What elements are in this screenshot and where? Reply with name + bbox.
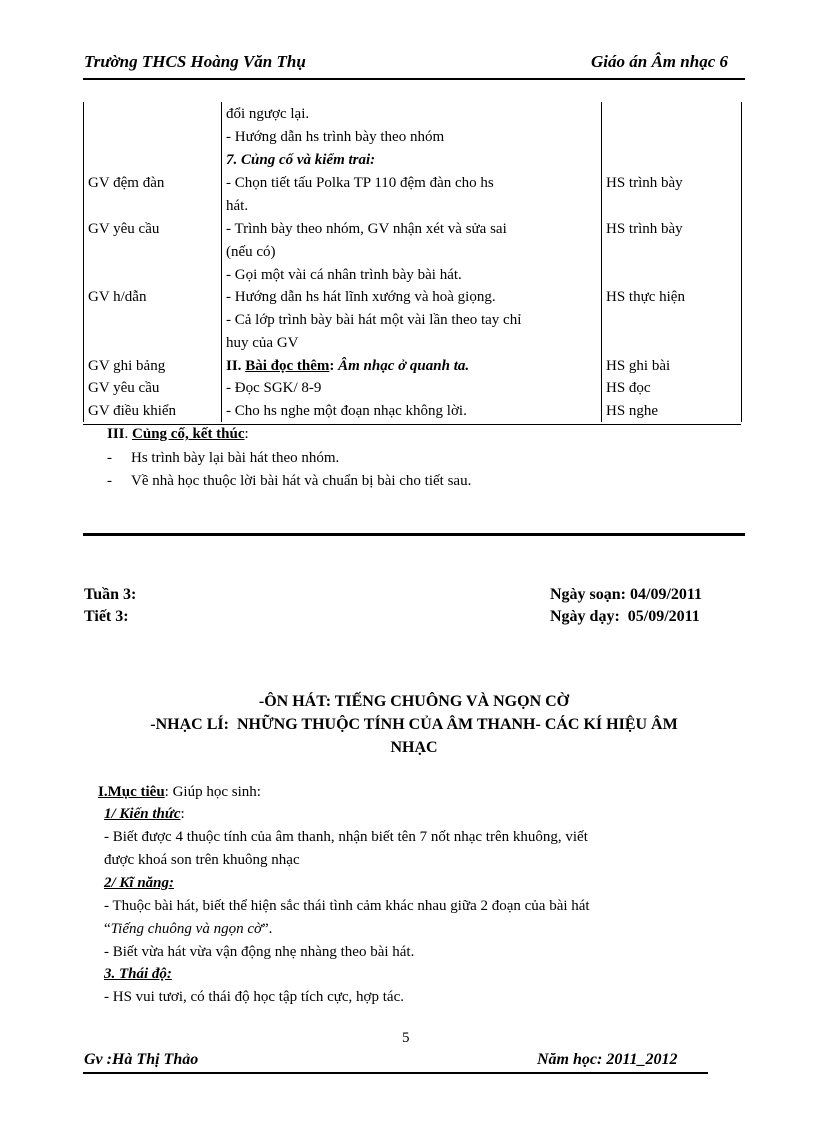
section-colon: : <box>329 358 339 374</box>
knowledge-label: 1/ Kiến thức <box>104 806 181 822</box>
attitude-line: - HS vui tươi, có thái độ học tập tích cực, hợp tác. <box>104 989 404 1005</box>
content-line: - Hướng dẫn hs trình bày theo nhóm <box>226 129 445 145</box>
closing-heading-text: Củng cố, kết thúc <box>132 426 245 442</box>
student-activity-column <box>602 102 742 422</box>
header-school: Trường THCS Hoàng Văn Thụ <box>84 52 306 71</box>
skills-line-song <box>104 921 272 938</box>
page-number: 5 <box>402 1030 410 1046</box>
content-line: - Gọi một vài cá nhân trình bày bài hát. <box>226 267 462 283</box>
prep-date: Ngày soạn: 04/09/2011 <box>550 586 703 603</box>
teacher-activity: GV yêu cầu <box>88 221 160 237</box>
lesson-title-line3: NHẠC <box>390 739 438 756</box>
content-line: (nếu có) <box>226 244 276 260</box>
objectives-heading-label: I.Mục tiêu <box>98 784 165 800</box>
content-line: đổi ngược lại. <box>226 106 310 122</box>
student-activity: HS nghe <box>606 403 659 419</box>
section-number: II. <box>226 358 246 374</box>
section-subtitle: Âm nhạc ở quanh ta. <box>338 358 470 374</box>
closing-heading-number: III <box>107 426 125 442</box>
teacher-activity: GV h/dẫn <box>88 289 147 305</box>
teach-date: Ngày dạy: 05/09/2011 <box>550 608 700 625</box>
lesson-activity-table <box>83 102 742 422</box>
objectives-heading <box>98 784 261 801</box>
content-line: - Cả lớp trình bày bài hát một vài lần theo tay chỉ <box>226 312 522 328</box>
teacher-activity: GV ghi bảng <box>88 358 166 374</box>
skills-line: - Thuộc bài hát, biết thể hiện sắc thái tình cảm khác nhau giữa 2 đoạn của bài hát <box>104 898 590 914</box>
content-line: - Hướng dẫn hs hát lĩnh xướng và hoà giọng. <box>226 289 496 305</box>
student-activity: HS trình bày <box>606 221 683 237</box>
table-bottom-border <box>83 424 741 425</box>
closing-item-text: Về nhà học thuộc lời bài hát và chuẩn bị bài cho tiết sau. <box>131 473 472 489</box>
period-label: Tiết 3: <box>84 608 129 625</box>
footer-teacher: Gv :Hà Thị Thảo <box>84 1051 199 1068</box>
skills-heading: 2/ Kĩ năng: <box>104 875 175 891</box>
closing-item-text: Hs trình bày lại bài hát theo nhóm. <box>131 450 340 466</box>
week-label: Tuần 3: <box>84 586 137 603</box>
knowledge-line: được khoá son trên khuông nhạc <box>104 852 300 868</box>
section-heading-reading <box>226 356 469 376</box>
skills-line: - Biết vừa hát vừa vận động nhẹ nhàng theo bài hát. <box>104 944 415 960</box>
knowledge-heading <box>104 806 185 823</box>
closing-heading: III. Củng cố, kết thúc: <box>107 426 249 442</box>
content-line: - Chọn tiết tấu Polka TP 110 đệm đàn cho hs <box>226 175 494 191</box>
student-activity: HS thực hiện <box>606 289 685 305</box>
quote-open: “ <box>104 921 111 937</box>
content-line: - Đọc SGK/ 8-9 <box>226 380 322 396</box>
lesson-title-line1: -ÔN HÁT: TIẾNG CHUÔNG VÀ NGỌN CỜ <box>258 693 570 710</box>
teacher-activity: GV yêu cầu <box>88 380 160 396</box>
quote-close: ”. <box>262 921 273 937</box>
header-rule <box>83 78 745 80</box>
footer-year: Năm học: 2011_2012 <box>537 1051 678 1068</box>
header-subject: Giáo án Âm nhạc 6 <box>591 52 728 71</box>
content-line: - Trình bày theo nhóm, GV nhận xét và sửa sai <box>226 221 507 237</box>
content-line: hát. <box>226 198 249 214</box>
song-title: Tiếng chuông và ngọn cờ <box>110 921 262 937</box>
knowledge-line: - Biết được 4 thuộc tính của âm thanh, nhận biết tên 7 nốt nhạc trên khuông, viết <box>104 829 588 845</box>
attitude-heading: 3. Thái độ: <box>104 966 172 982</box>
section-title: Bài đọc thêm <box>245 358 330 374</box>
content-line: - Cho hs nghe một đoạn nhạc không lời. <box>226 403 467 419</box>
teacher-activity-column <box>84 102 222 422</box>
objectives-heading-rest: : Giúp học sinh: <box>164 784 261 800</box>
section-divider <box>83 533 745 536</box>
student-activity: HS trình bày <box>606 175 683 191</box>
student-activity: HS đọc <box>606 380 651 396</box>
section-heading-review: 7. Củng cố và kiểm trai: <box>226 152 376 168</box>
teacher-activity: GV đệm đàn <box>88 175 165 191</box>
teacher-activity: GV điều khiển <box>88 403 177 419</box>
lesson-title-line2: -NHẠC LÍ: NHỮNG THUỘC TÍNH CỦA ÂM THANH- CÁC KÍ HIỆU ÂM <box>150 716 678 733</box>
footer-rule <box>83 1072 708 1074</box>
knowledge-colon: : <box>180 806 185 822</box>
content-line: huy của GV <box>226 335 299 351</box>
student-activity: HS ghi bài <box>606 358 671 374</box>
content-column <box>222 102 602 422</box>
